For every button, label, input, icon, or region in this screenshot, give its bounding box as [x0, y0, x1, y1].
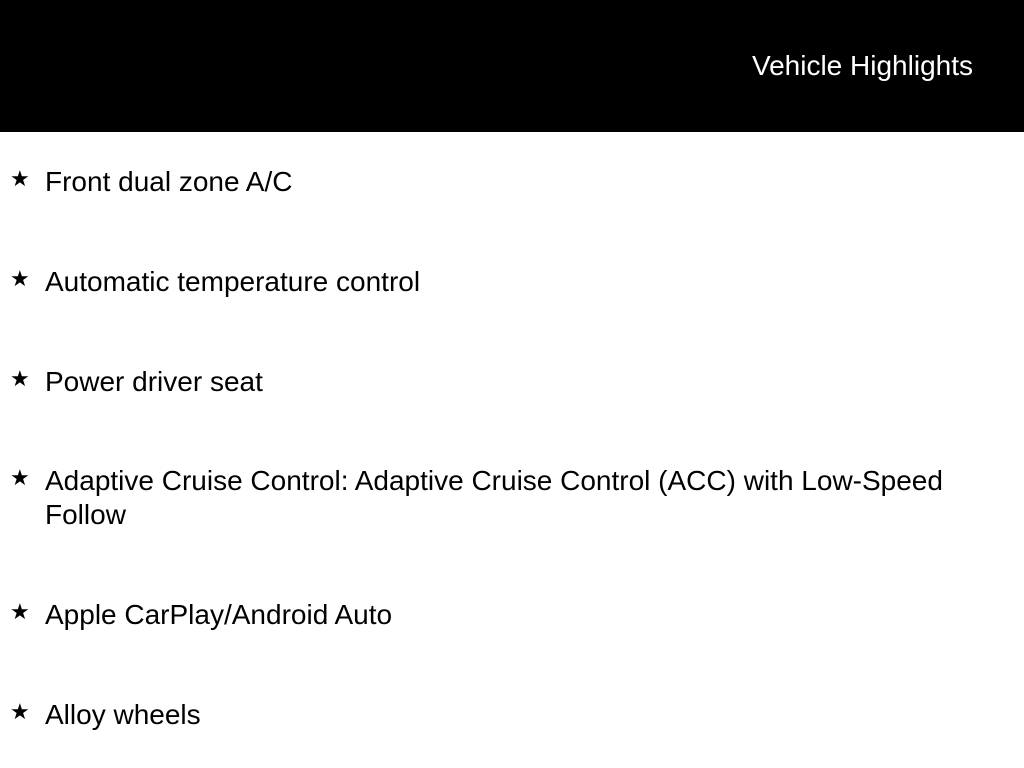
list-item-label: Power driver seat	[45, 366, 263, 397]
list-item-label: Adaptive Cruise Control: Adaptive Cruise Control (ACC) with Low-Speed Follow	[45, 465, 943, 530]
star-icon: ★	[10, 166, 30, 191]
page-title: Vehicle Highlights	[751, 50, 973, 81]
star-icon: ★	[10, 599, 30, 624]
list-item-label: Front dual zone A/C	[45, 166, 293, 197]
star-icon: ★	[10, 465, 30, 490]
star-icon: ★	[10, 699, 30, 724]
star-icon: ★	[10, 266, 30, 291]
star-icon: ★	[10, 366, 30, 391]
list-item-label: Automatic temperature control	[45, 266, 421, 297]
list-item-label: Alloy wheels	[45, 699, 201, 730]
list-item-label: Apple CarPlay/Android Auto	[45, 599, 393, 630]
